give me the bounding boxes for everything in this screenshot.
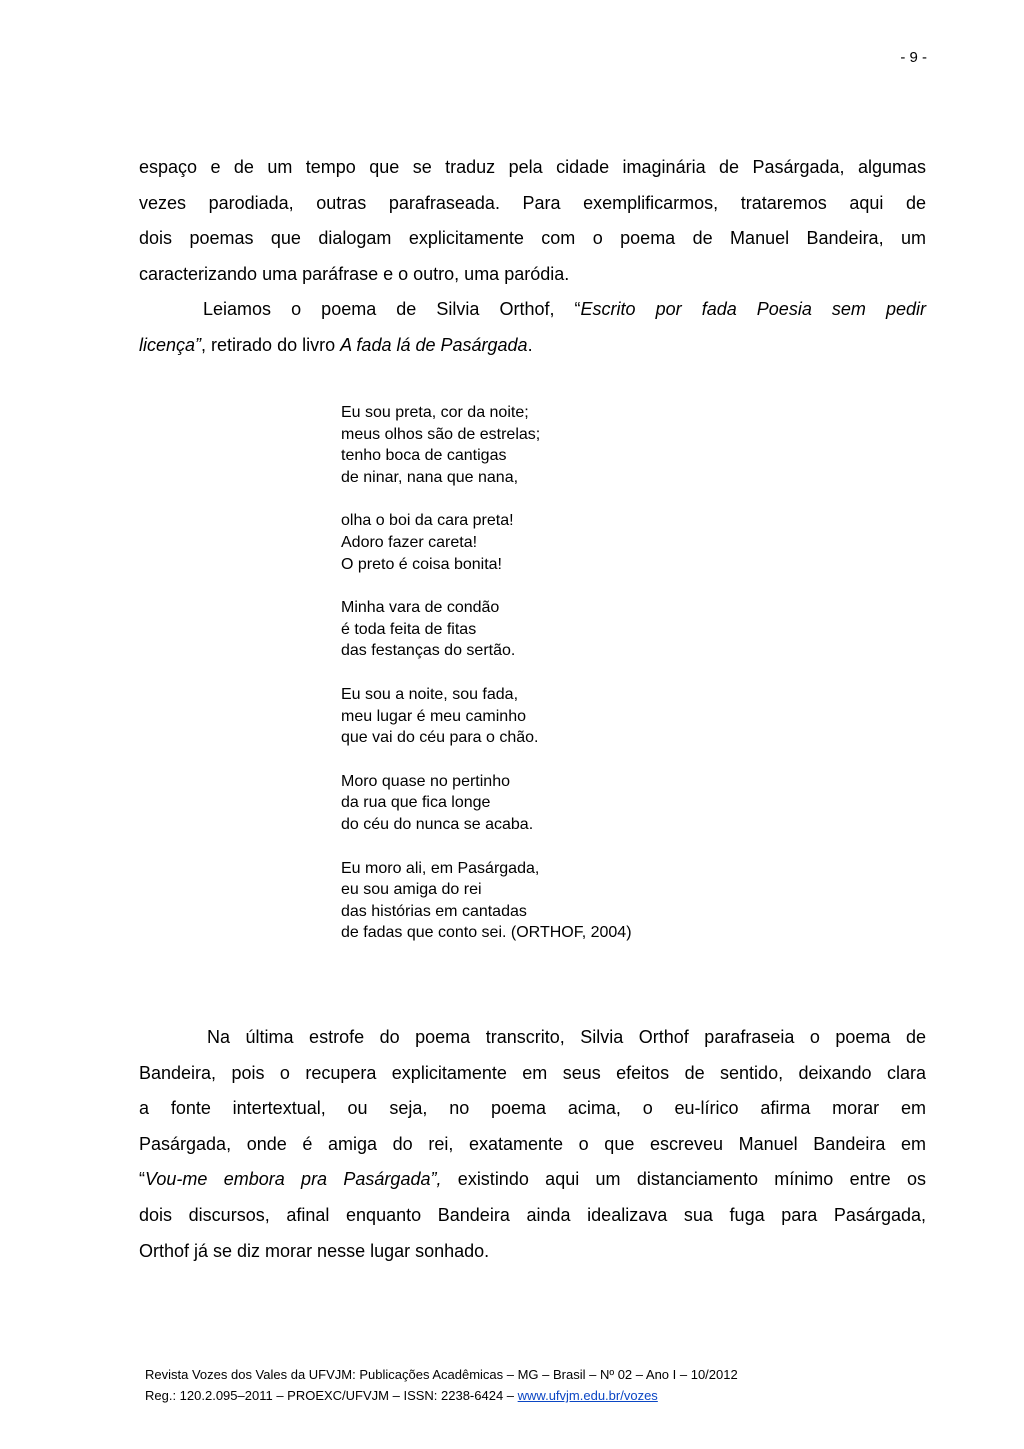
intro-reading-text: Leiamos o poema de Silvia Orthof, “ xyxy=(203,299,581,320)
poem-stanza xyxy=(341,858,801,944)
poem-verse: Eu sou preta, cor da noite; xyxy=(341,404,529,421)
poem-title-end: licença” xyxy=(139,334,202,355)
analysis-line: a fonte intertextual, ou seja, no poema acima, o eu-lírico afirma morar em xyxy=(139,1098,926,1119)
poem-stanza xyxy=(341,510,801,575)
analysis-line xyxy=(139,1162,926,1198)
poem-verse: Eu sou a noite, sou fada, xyxy=(341,685,519,703)
analysis-line: Na última estrofe do poema transcrito, Silvia Orthof parafraseia o poema de xyxy=(207,1027,926,1047)
intro-reading-line xyxy=(139,328,926,364)
poem-verse: de fadas que conto sei. (ORTHOF, 2004) xyxy=(341,924,632,942)
poem-verse: tenho boca de cantigas xyxy=(341,447,507,465)
book-title: A fada lá de Pasárgada xyxy=(340,334,528,355)
poem-verse: olha o boi da cara preta! xyxy=(341,512,514,530)
poem-verse: que vai do céu para o chão. xyxy=(341,729,539,747)
analysis-quote-open: “ xyxy=(139,1169,145,1190)
analysis-text: existindo aqui um distanciamento mínimo entre os xyxy=(441,1169,927,1190)
poem-stanza xyxy=(341,771,801,836)
intro-reading-end: . xyxy=(527,334,533,355)
poem-verse: Eu moro ali, em Pasárgada, xyxy=(341,859,540,877)
analysis-line: Bandeira, pois o recupera explicitamente em seus efeitos de sentido, deixando clara xyxy=(139,1062,926,1083)
page-footer xyxy=(145,1364,905,1406)
footer-registration-line xyxy=(145,1385,905,1406)
poem-verse: das festanças do sertão. xyxy=(341,642,516,660)
journal-website-link[interactable]: www.ufvjm.edu.br/vozes xyxy=(517,1388,658,1403)
intro-line: vezes parodiada, outras parafraseada. Para exemplificarmos, trataremos aqui de xyxy=(139,192,926,213)
footer-journal-line: Revista Vozes dos Vales da UFVJM: Publicações Acadêmicas – MG – Brasil – Nº 02 – Ano I – 10/2012 xyxy=(145,1367,738,1382)
intro-reading-line xyxy=(139,292,926,328)
analysis-paragraph xyxy=(139,1020,926,1269)
poem-stanza xyxy=(341,402,801,488)
poem-verse: Minha vara de condão xyxy=(341,599,500,617)
poem-block xyxy=(341,402,801,966)
intro-line: espaço e de um tempo que se traduz pela cidade imaginária de Pasárgada, algumas xyxy=(139,157,926,177)
intro-reading-text: , retirado do livro xyxy=(201,334,341,355)
poem-verse: Adoro fazer careta! xyxy=(341,533,478,551)
poem-verse: das histórias em cantadas xyxy=(341,902,527,920)
poem-verse: do céu do nunca se acaba. xyxy=(341,815,534,833)
footer-registration-text: Reg.: 120.2.095–2011 – PROEXC/UFVJM – ISSN: 2238-6424 – xyxy=(145,1388,518,1403)
analysis-line: dois discursos, afinal enquanto Bandeira ainda idealizava sua fuga para Pasárgada, xyxy=(139,1204,926,1225)
poem-verse: meu lugar é meu caminho xyxy=(341,707,526,725)
cited-poem-title: Vou-me embora pra Pasárgada”, xyxy=(145,1169,442,1190)
intro-line: dois poemas que dialogam explicitamente com o poema de Manuel Bandeira, um xyxy=(139,228,926,249)
poem-verse: eu sou amiga do rei xyxy=(341,881,482,899)
intro-line: caracterizando uma paráfrase e o outro, uma paródia. xyxy=(139,263,570,284)
intro-paragraphs xyxy=(139,150,926,364)
poem-verse: de ninar, nana que nana, xyxy=(341,468,519,486)
page-number: - 9 - xyxy=(900,49,927,66)
poem-title-part: Escrito por fada Poesia sem pedir xyxy=(580,299,926,320)
poem-verse: meus olhos são de estrelas; xyxy=(341,425,541,443)
poem-verse: é toda feita de fitas xyxy=(341,620,477,638)
poem-verse: O preto é coisa bonita! xyxy=(341,555,502,573)
poem-stanza xyxy=(341,684,801,749)
poem-verse: Moro quase no pertinho xyxy=(341,772,510,790)
poem-verse: da rua que fica longe xyxy=(341,794,491,812)
analysis-line: Orthof já se diz morar nesse lugar sonhado. xyxy=(139,1240,490,1261)
analysis-line: Pasárgada, onde é amiga do rei, exatamente o que escreveu Manuel Bandeira em xyxy=(139,1133,926,1154)
poem-stanza xyxy=(341,597,801,662)
